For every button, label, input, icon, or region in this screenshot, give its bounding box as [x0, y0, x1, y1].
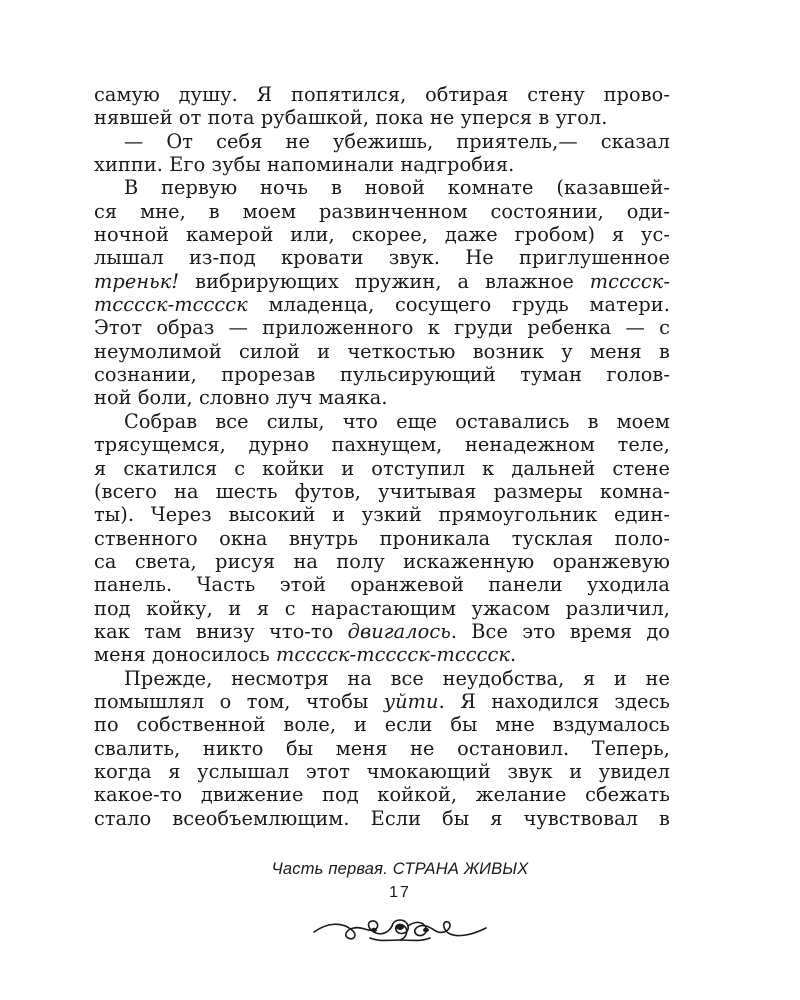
text-line	[94, 573, 670, 596]
text-span: вибрирующих пружин, а влажное	[179, 269, 590, 293]
text-span: (всего на шесть футов, учитывая размеры комна-	[94, 479, 670, 503]
text-span: ты). Через высокий и узкий прямоугольник един-	[94, 503, 670, 527]
text-span: — От себя не убежишь, приятель,— сказал	[124, 129, 670, 153]
text-span: са света, рисуя на полу искаженную оранжевую	[94, 549, 670, 573]
italic-span: тсссск-	[589, 269, 670, 293]
text-line	[94, 83, 670, 106]
text-span: Прежде, несмотря на все неудобства, я и не	[124, 666, 670, 690]
text-span: Этот образ — приложенного к груди ребенка — с	[94, 316, 670, 340]
text-span: младенца, сосущего грудь матери.	[247, 293, 670, 317]
text-span: помышлял о том, чтобы	[94, 689, 384, 713]
text-line	[94, 807, 670, 830]
text-span: какое-то движение под койкой, желание сбежать	[94, 783, 670, 807]
text-span: сознании, прорезав пульсирующий туман голов-	[94, 363, 670, 387]
text-span: ся мне, в моем развинченном состоянии, оди-	[94, 199, 670, 223]
text-line	[94, 783, 670, 806]
text-span: свалить, никто бы меня не остановил. Теперь,	[94, 736, 670, 760]
text-span: В первую ночь в новой комнате (казавшей-	[124, 176, 670, 200]
text-line	[94, 153, 670, 176]
italic-span: тсссск-тсссск	[94, 293, 248, 317]
text-line	[94, 480, 670, 503]
italic-span: уйти	[383, 689, 439, 713]
text-span: .	[510, 643, 517, 667]
text-span: ночной камерой или, скорее, даже гробом) я ус-	[94, 223, 670, 247]
page-number: 17	[389, 884, 411, 901]
running-footer: Часть первая. СТРАНА ЖИВЫХ	[271, 860, 529, 878]
text-line	[94, 760, 670, 783]
text-span: по собственной воле, и если бы мне вздумалось	[94, 713, 670, 737]
text-line	[94, 643, 670, 666]
text-line	[94, 713, 670, 736]
italic-span: треньк!	[94, 269, 180, 293]
body-text	[94, 83, 670, 830]
text-line	[94, 410, 670, 433]
italic-span: тсссск-тсссск-тсссск	[276, 643, 511, 667]
flourish-ornament-icon	[310, 908, 490, 948]
text-line	[94, 340, 670, 363]
text-span: ной боли, словно луч маяка.	[94, 386, 388, 410]
italic-span: двигалось	[347, 619, 451, 643]
text-line	[94, 737, 670, 760]
text-line	[94, 433, 670, 456]
text-span: стало всеобъемлющим. Если бы я чувствовал в	[94, 806, 670, 830]
text-line	[94, 176, 670, 199]
text-span: когда я услышал этот чмокающий звук и увидел	[94, 759, 670, 783]
text-span: под койку, и я с нарастающим ужасом различил,	[94, 596, 670, 620]
text-line	[94, 667, 670, 690]
text-span: . Я находился здесь	[438, 689, 670, 713]
text-span: я скатился с койки и отступил к дальней стене	[94, 456, 670, 480]
text-line	[94, 363, 670, 386]
text-span: меня доносилось	[94, 643, 277, 667]
text-line	[94, 293, 670, 316]
text-line	[94, 200, 670, 223]
text-line	[94, 316, 670, 339]
text-span: хиппи. Его зубы напоминали надгробия.	[94, 153, 515, 177]
text-line	[94, 457, 670, 480]
text-span: ственного окна внутрь проникала тусклая поло-	[94, 526, 670, 550]
text-line	[94, 527, 670, 550]
text-span: лышал из-под кровати звук. Не приглушенное	[94, 246, 670, 270]
text-line	[94, 386, 670, 409]
text-line	[94, 130, 670, 153]
text-span: неумолимой силой и четкостью возник у меня в	[94, 339, 670, 363]
text-line	[94, 246, 670, 269]
text-line	[94, 597, 670, 620]
text-line	[94, 550, 670, 573]
text-line	[94, 223, 670, 246]
text-span: . Все это время до	[450, 619, 670, 643]
text-line	[94, 503, 670, 526]
text-span: самую душу. Я попятился, обтирая стену прово-	[94, 83, 670, 106]
text-span: панель. Часть этой оранжевой панели уходила	[94, 573, 670, 597]
text-line	[94, 690, 670, 713]
text-line	[94, 620, 670, 643]
text-span: как там внизу что-то	[94, 619, 348, 643]
text-span: Собрав все силы, что еще оставались в моем	[124, 409, 670, 433]
text-line	[94, 106, 670, 129]
text-line	[94, 270, 670, 293]
text-span: нявшей от пота рубашкой, пока не уперся в угол.	[94, 106, 608, 130]
text-span: трясущемся, дурно пахнущем, ненадежном теле,	[94, 433, 670, 457]
